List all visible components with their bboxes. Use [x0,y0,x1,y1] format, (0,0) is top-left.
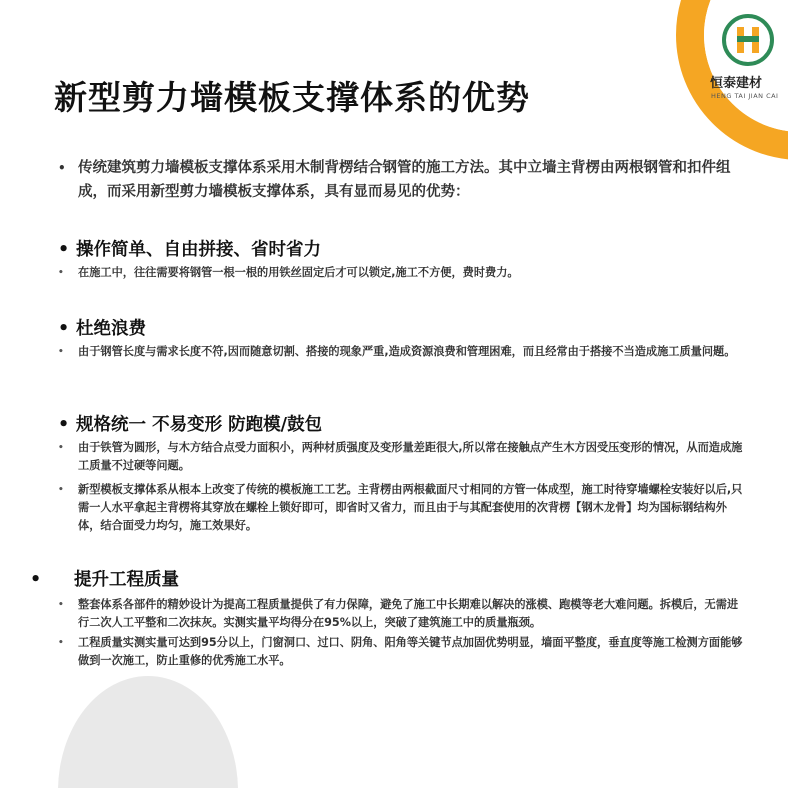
bullet-icon: • [58,600,64,610]
section-heading-text: 操作简单、自由拼接、省时省力 [76,240,321,260]
bullet-icon: • [58,443,64,453]
section-3-paragraph-2 [58,481,748,535]
logo-h-icon [722,14,774,66]
paragraph-text: 在施工中，往往需要将钢管一根一根的用铁丝固定后才可以锁定,施工不方便，费时费力。 [78,266,519,279]
section-2-paragraph-1 [58,343,748,361]
section-4-paragraph-2 [58,634,748,670]
section-4-paragraph-1 [58,596,748,632]
section-heading-2 [58,315,146,340]
paragraph-text: 由于铁管为圆形，与木方结合点受力面积小，两种材质强度及变形量差距很大,所以常在接触点产生木方因受压变形的情况，从而造成施工质量不过硬等问题。 [78,441,743,472]
section-heading-1 [58,236,321,261]
intro-text: 传统建筑剪力墙模板支撑体系采用木制背楞结合钢管的施工方法。其中立墙主背楞由两根钢管和扣件组成，而采用新型剪力墙模板支撑体系，具有显而易见的优势： [78,160,731,200]
bullet-icon: • [58,268,64,278]
paragraph-text: 由于钢管长度与需求长度不符,因而随意切割、搭接的现象严重,造成资源浪费和管理困难，而且经常由于搭接不当造成施工质量问题。 [78,345,736,358]
bullet-icon: • [58,319,70,339]
paragraph-text: 工程质量实测实量可达到95分以上，门窗洞口、过口、阴角、阳角等关键节点加固优势明显，墙面平整度，垂直度等施工检测方面能够做到一次施工，防止重修的优秀施工水平。 [78,636,743,667]
bullet-icon: • [58,485,64,495]
logo-name-en: HENG TAI JIAN CAI [711,92,779,100]
logo-name-cn: 恒泰建材 [710,76,763,91]
page-title: 新型剪力墙模板支撑体系的优势 [54,78,530,117]
bullet-icon: • [58,161,66,175]
section-heading-text: 规格统一 不易变形 防跑模/鼓包 [76,415,323,435]
section-heading-text: 提升工程质量 [74,570,179,590]
gray-blob-decoration [58,676,238,788]
section-3-paragraph-1 [58,439,748,475]
section-heading-4 [30,566,179,591]
bullet-icon: • [58,240,70,260]
bullet-icon: • [30,570,42,590]
bullet-icon: • [58,415,70,435]
section-heading-text: 杜绝浪费 [76,319,146,339]
section-1-paragraph-1 [58,264,748,282]
intro-paragraph [58,156,738,204]
company-logo [706,8,788,108]
bullet-icon: • [58,638,64,648]
bullet-icon: • [58,347,64,357]
section-heading-3 [58,411,322,436]
paragraph-text: 整套体系各部件的精妙设计为提高工程质量提供了有力保障，避免了施工中长期难以解决的涨模、跑模等老大难问题。拆模后，无需进行二次人工平整和二次抹灰。实测实量平均得分在95%以上，突破了建筑施工中的质量瓶颈。 [78,598,739,629]
paragraph-text: 新型模板支撑体系从根本上改变了传统的模板施工工艺。主背楞由两根截面尺寸相同的方管一体成型，施工时待穿墙螺栓安装好以后,只需一人水平拿起主背楞将其穿放在螺栓上锁好即可，即省时又省力，而且由于与其配套使用的次背楞【钢木龙骨】均为国标钢结构外体，结合面受力均匀，施工效果好。 [78,483,743,532]
